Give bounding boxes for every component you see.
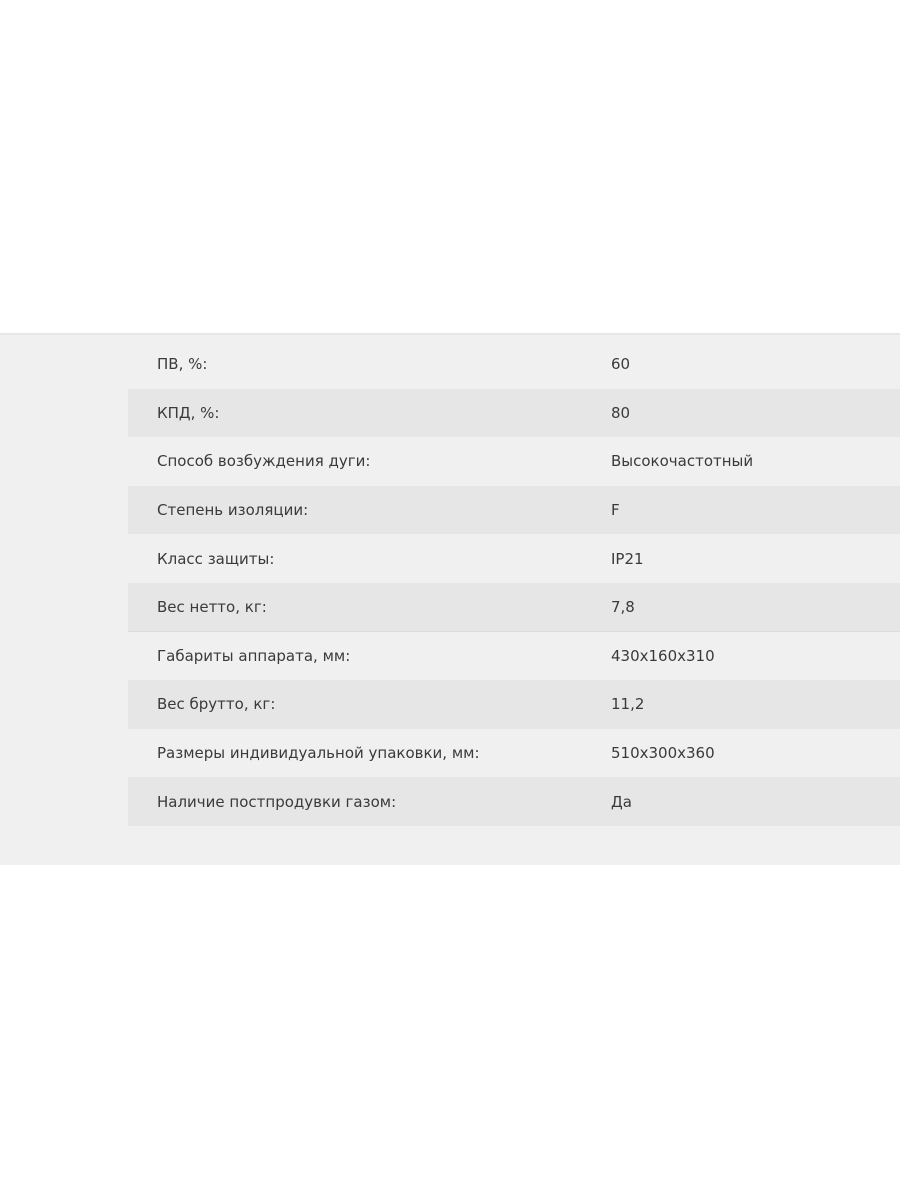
specifications-table [128,340,900,826]
specifications-panel [0,333,900,865]
spec-row-net-weight [128,583,900,632]
spec-row-dimensions [128,632,900,681]
spec-label: Размеры индивидуальной упаковки, мм: [157,744,480,763]
spec-label: Вес нетто, кг: [157,597,267,616]
spec-value: Высокочастотный [611,452,754,471]
spec-row-protection-class [128,534,900,583]
spec-label: Наличие постпродувки газом: [157,792,397,811]
spec-label: Вес брутто, кг: [157,695,276,714]
spec-value: 510x300x360 [611,744,715,763]
spec-row-insulation-class [128,486,900,535]
spec-value: 60 [611,355,631,374]
spec-row-gas-postflow [128,777,900,826]
spec-value: 80 [611,403,631,422]
spec-row-package-size [128,729,900,778]
spec-label: Способ возбуждения дуги: [157,452,371,471]
spec-value: IP21 [611,549,644,568]
spec-value: Да [611,792,632,811]
spec-row-duty-cycle [128,340,900,389]
spec-row-arc-ignition [128,437,900,486]
spec-row-gross-weight [128,680,900,729]
spec-label: Степень изоляции: [157,501,309,520]
spec-label: Габариты аппарата, мм: [157,646,351,665]
spec-value: 11,2 [611,695,645,714]
spec-row-efficiency [128,389,900,438]
spec-label: Класс защиты: [157,549,275,568]
spec-value: 430x160x310 [611,646,715,665]
spec-label: ПВ, %: [157,355,208,374]
spec-value: 7,8 [611,597,635,616]
spec-label: КПД, %: [157,403,220,422]
spec-value: F [611,501,620,520]
